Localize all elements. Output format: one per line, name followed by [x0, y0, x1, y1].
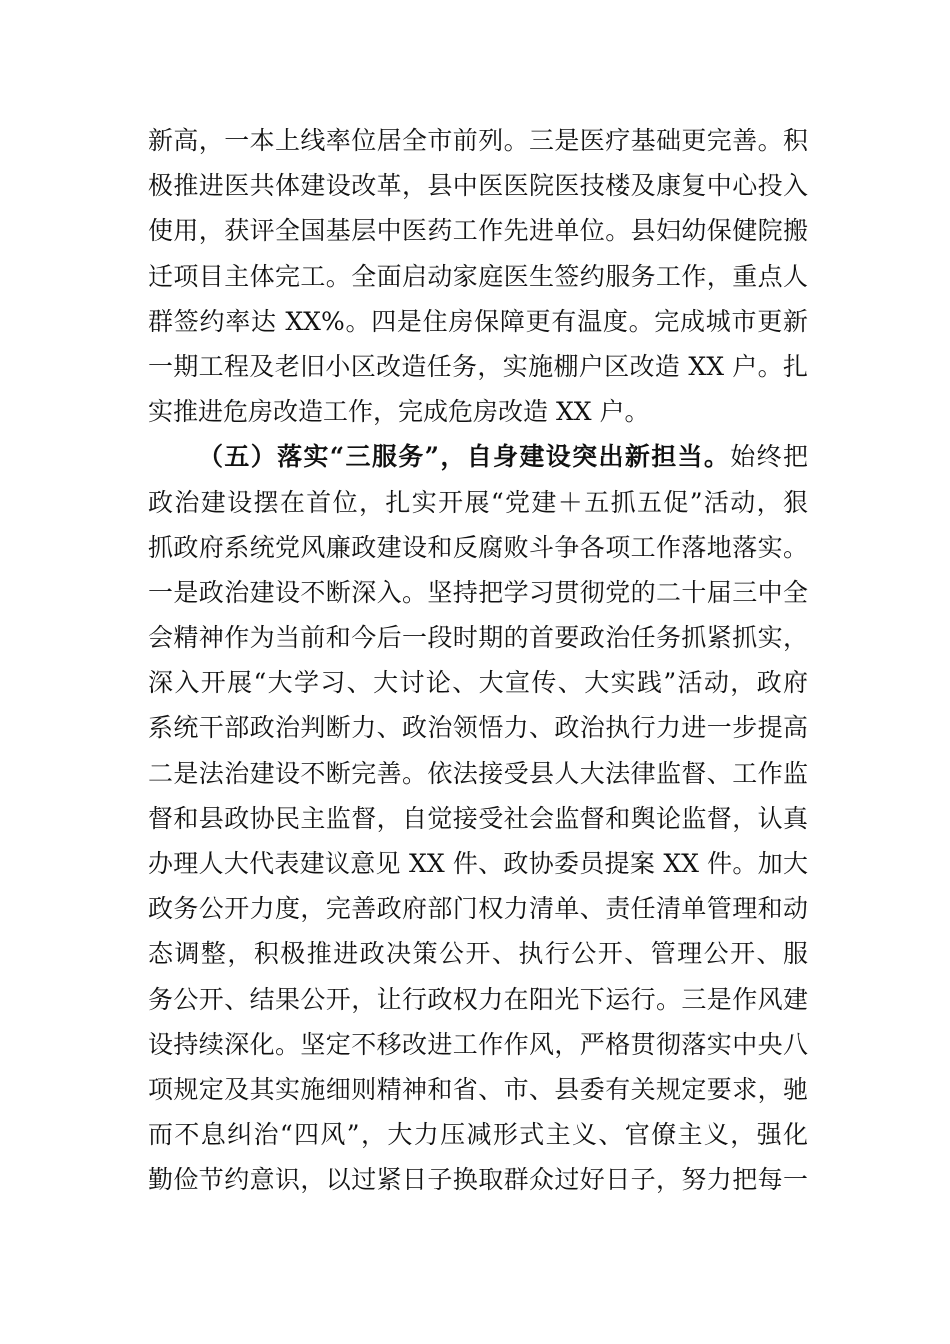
- text-line: 项规定及其实施细则精神和省、市、县委有关规定要求，驰: [148, 1074, 808, 1104]
- text-line: 迁项目主体完工。全面启动家庭医生签约服务工作，重点人: [148, 261, 808, 291]
- text-line: 新高，一本上线率位居全市前列。三是医疗基础更完善。积: [148, 126, 808, 155]
- text-line: 政务公开力度，完善政府部门权力清单、责任清单管理和动: [148, 894, 808, 924]
- text-line: 办理人大代表建议意见 XX 件、政协委员提案 XX 件。加大: [148, 849, 808, 878]
- body-text: [148, 118, 808, 1203]
- text-line: 设持续深化。坚定不移改进工作作风，严格贯彻落实中央八: [148, 1029, 808, 1059]
- section-heading: （五）落实“三服务”，自身建设突出新担当。: [198, 442, 731, 472]
- text-line: 实推进危房改造工作，完成危房改造 XX 户。: [148, 397, 650, 427]
- text-line: 深入开展“大学习、大讨论、大宣传、大实践”活动，政府: [148, 668, 808, 698]
- text-line: 务公开、结果公开，让行政权力在阳光下运行。三是作风建: [148, 984, 808, 1014]
- text-line: 督和县政协民主监督，自觉接受社会监督和舆论监督，认真: [148, 803, 808, 833]
- section-first-line: [148, 434, 808, 479]
- text-line: 勤俭节约意识，以过紧日子换取群众过好日子，努力把每一: [148, 1165, 808, 1195]
- text-line: 一是政治建设不断深入。坚持把学习贯彻党的二十届三中全: [148, 577, 808, 607]
- text-line: 会精神作为当前和今后一段时期的首要政治任务抓紧抓实，: [148, 623, 808, 653]
- text-line: 一期工程及老旧小区改造任务，实施棚户区改造 XX 户。扎: [148, 351, 808, 381]
- text-line: 二是法治建设不断完善。依法接受县人大法律监督、工作监: [148, 758, 808, 788]
- text-line: 群签约率达 XX%。四是住房保障更有温度。完成城市更新: [148, 306, 808, 336]
- text-line: 政治建设摆在首位，扎实开展“党建＋五抓五促”活动，狠: [148, 487, 808, 517]
- section-first-line-text: 始终把: [730, 442, 808, 472]
- text-line: 系统干部政治判断力、政治领悟力、政治执行力进一步提高: [148, 713, 808, 743]
- text-line: 极推进医共体建设改革，县中医医院医技楼及康复中心投入: [148, 171, 808, 201]
- text-line: 态调整，积极推进政决策公开、执行公开、管理公开、服: [148, 939, 808, 969]
- text-line: 使用，获评全国基层中医药工作先进单位。县妇幼保健院搬: [148, 216, 808, 246]
- text-line: 抓政府系统党风廉政建设和反腐败斗争各项工作落地落实。: [148, 532, 808, 562]
- text-line: 而不息纠治“四风”，大力压减形式主义、官僚主义，强化: [148, 1120, 808, 1150]
